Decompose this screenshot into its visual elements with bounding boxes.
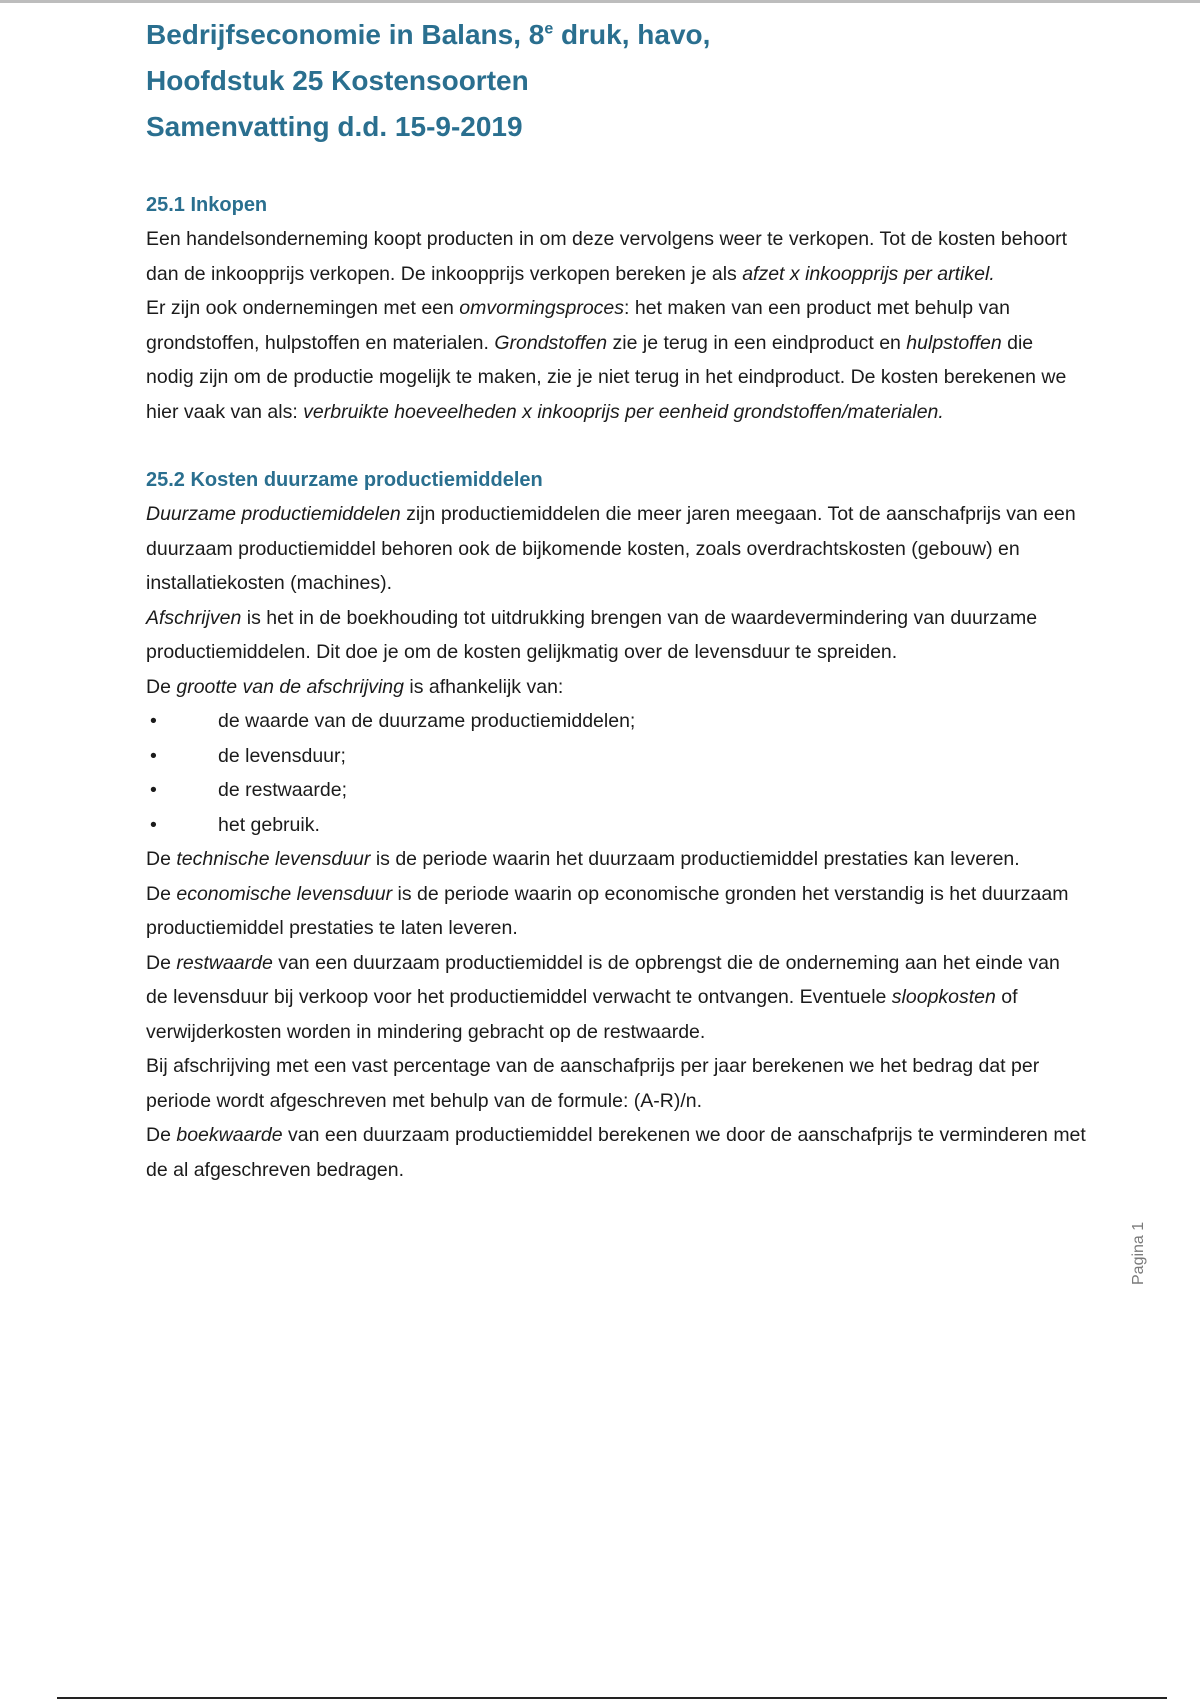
paragraph bbox=[146, 291, 1086, 429]
text-run: De bbox=[146, 1124, 177, 1146]
text-run: Bij afschrijving met een vast percentage van de aanschafprijs per jaar berekenen we het bedrag dat per periode wordt afgeschreven met behulp van de formule: (A-R)/n. bbox=[146, 1055, 1040, 1112]
text-run: is het in de boekhouding tot uitdrukking brengen van de waardevermindering van duurzame productiemiddelen. Dit doe je om de kosten gelijkmatig over de levensduur te spreiden. bbox=[146, 606, 1038, 663]
emphasized-term: Duurzame productiemiddelen bbox=[146, 503, 401, 525]
emphasized-term: Grondstoffen bbox=[494, 331, 608, 354]
list-item bbox=[146, 773, 1086, 808]
text-run: of verwijderkosten worden in mindering gebracht op de restwaarde. bbox=[146, 986, 1018, 1043]
top-rule bbox=[0, 0, 1200, 3]
title-line-2: Hoofdstuk 25 Kostensoorten bbox=[146, 65, 529, 96]
list-item-text: de waarde van de duurzame productiemiddelen; bbox=[218, 710, 636, 732]
title-line-1-text: Bedrijfseconomie in Balans, 8 bbox=[146, 19, 545, 50]
text-run: die nodig zijn om de productie mogelijk te maken, zie je niet terug in het eindproduct. De kosten berekenen we hier vaak van als: bbox=[146, 331, 1067, 423]
paragraph bbox=[146, 842, 1086, 877]
text-run: De bbox=[146, 882, 177, 905]
bullet-icon: • bbox=[150, 744, 157, 767]
paragraph bbox=[146, 877, 1086, 946]
emphasized-term: sloopkosten bbox=[891, 986, 996, 1008]
text-run: is afhankelijk van: bbox=[404, 675, 564, 698]
paragraph bbox=[146, 946, 1086, 1050]
paragraph bbox=[146, 497, 1086, 601]
emphasized-term: omvormingsproces bbox=[459, 297, 625, 319]
section-heading-inkopen: 25.1 Inkopen bbox=[146, 194, 268, 216]
title-edition-superscript: e bbox=[544, 20, 554, 38]
text-run: De bbox=[146, 951, 177, 974]
list-item-text: de levensduur; bbox=[218, 744, 346, 767]
text-run: De bbox=[146, 675, 177, 698]
bullet-list bbox=[146, 704, 1086, 842]
emphasized-term: boekwaarde bbox=[176, 1124, 283, 1146]
text-run: is de periode waarin het duurzaam productiemiddel prestaties kan leveren. bbox=[370, 848, 1020, 870]
bullet-icon: • bbox=[150, 710, 157, 732]
section-heading-kosten-duurzame-productiemiddelen: 25.2 Kosten duurzame productiemiddelen bbox=[146, 469, 543, 491]
emphasized-term: Afschrijven bbox=[146, 606, 242, 629]
paragraph bbox=[146, 1118, 1086, 1187]
title-line-1 bbox=[146, 12, 1086, 58]
list-item-text: het gebruik. bbox=[218, 813, 320, 836]
document-page bbox=[146, 12, 1086, 1187]
title-line-3: Samenvatting d.d. 15-9-2019 bbox=[146, 111, 523, 142]
title-line-1-suffix: druk, havo, bbox=[553, 19, 711, 50]
paragraph bbox=[146, 222, 1086, 291]
text-run: : het maken van een product met behulp van grondstoffen, hulpstoffen en materialen. bbox=[146, 297, 1010, 354]
text-run: van een duurzaam productiemiddel is de opbrengst die de onderneming aan het einde van de levensduur bij verkoop voor het productiemiddel verwacht te ontvangen. Eventuele bbox=[146, 951, 1060, 1008]
paragraph bbox=[146, 670, 1086, 705]
text-run: Er zijn ook ondernemingen met een bbox=[146, 297, 460, 319]
text-run: Een handelsonderneming koopt producten in om deze vervolgens weer te verkopen. Tot de kosten behoort dan de inkoopprijs verkopen. De inkoopprijs verkopen bereken je als bbox=[146, 228, 1068, 285]
emphasized-term: verbruikte hoeveelheden x inkooprijs per eenheid grondstoffen/materialen. bbox=[303, 400, 944, 423]
text-run: van een duurzaam productiemiddel berekenen we door de aanschafprijs te verminderen met de al afgeschreven bedragen. bbox=[146, 1124, 1086, 1181]
emphasized-term: afzet x inkoopprijs per artikel. bbox=[742, 262, 995, 285]
emphasized-term: restwaarde bbox=[176, 951, 273, 974]
text-run: De bbox=[146, 848, 177, 870]
paragraph bbox=[146, 601, 1086, 670]
paragraph bbox=[146, 1049, 1086, 1118]
bottom-rule bbox=[57, 1697, 1167, 1699]
bullet-icon: • bbox=[150, 813, 157, 836]
text-run: is de periode waarin op economische gronden het verstandig is het duurzaam productiemiddel prestaties te laten leveren. bbox=[146, 882, 1069, 939]
list-item bbox=[146, 739, 1086, 774]
list-item bbox=[146, 704, 1086, 739]
document-title bbox=[146, 12, 1086, 150]
emphasized-term: technische levensduur bbox=[176, 848, 371, 870]
bullet-icon: • bbox=[150, 779, 157, 801]
text-run: zijn productiemiddelen die meer jaren meegaan. Tot de aanschafprijs van een duurzaam productiemiddel behoren ook de bijkomende kosten, zoals overdrachtskosten (gebouw) en installatiekosten (machines). bbox=[146, 503, 1076, 594]
emphasized-term: grootte van de afschrijving bbox=[176, 675, 404, 698]
page-number: Pagina 1 bbox=[1130, 1221, 1147, 1285]
text-run: zie je terug in een eindproduct en bbox=[607, 331, 907, 354]
emphasized-term: hulpstoffen bbox=[906, 331, 1002, 354]
emphasized-term: economische levensduur bbox=[176, 882, 393, 905]
list-item-text: de restwaarde; bbox=[218, 779, 347, 801]
list-item bbox=[146, 808, 1086, 843]
